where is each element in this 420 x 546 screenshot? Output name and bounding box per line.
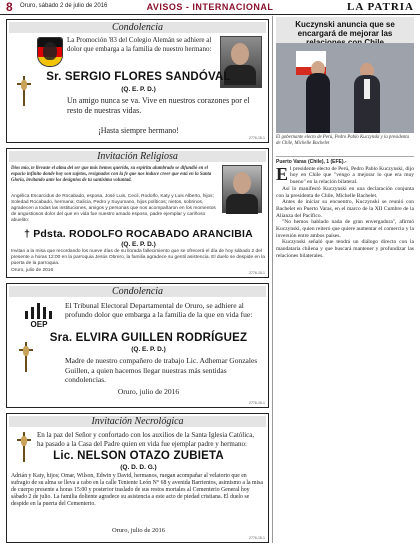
- ad-code: 2776-15-1: [249, 136, 265, 140]
- deceased-name: Lic. NELSON OTAZO ZUBIETA: [53, 450, 224, 462]
- news-paragraph: Así lo manifestó Kuczynski en una declaración conjunta con la presidenta de Chile, Michelle Bachelet.: [276, 185, 414, 199]
- page-header: [0, 0, 420, 15]
- notice-closing: Oruro, julio de 2016: [117, 387, 180, 396]
- photo-caption: El gobernante electo de Perú, Pedro Pablo Kuczynski y la presidenta de Chile, Michelle Bachelet: [276, 135, 409, 146]
- oep-logo-text: OEP: [30, 320, 48, 329]
- notice-heading: Invitación Necrológica: [9, 416, 266, 427]
- ad-code: 2776-15-1: [249, 271, 265, 275]
- news-photo: [276, 43, 414, 133]
- newspaper-brand: LA PATRIA: [347, 1, 414, 13]
- coat-of-arms-icon: [37, 37, 63, 67]
- notice-body: Un amigo nunca se va. Vive en nuestros corazones por el resto de nuestras vidas.: [67, 96, 250, 115]
- religious-quote: Dios mío, te llevaste el alma del ser que más hemos querido, su espíritu alumbrado se difundió en el espacio infinito donde hoy son sujetos, resignados con la fe que nos induce creer que está en la Santa Gloria, invitando ante los designios de tu santísima voluntad.: [11, 166, 212, 183]
- qepd-label: (Q. E. P. D.): [121, 86, 156, 93]
- page-date: Oruro, sábado 2 de julio de 2016: [20, 3, 108, 9]
- qepd-label: (Q. E. P. D.): [131, 346, 166, 353]
- news-paragraph: "No hemos hablado nada de gran envergadura", afirmó Kuczynski, quien reiteró que quiere aumentar el comercio y la inversión entre ambos países.: [276, 219, 414, 239]
- notice-heading: Condolencia: [9, 286, 266, 297]
- qepd-label: (Q. D. D. G.): [120, 464, 157, 471]
- qepd-label: (Q. E. P. D.): [121, 241, 156, 248]
- page-number: 8: [6, 0, 13, 14]
- section-title: AVISOS - INTERNACIONAL: [146, 2, 274, 12]
- news-source: Puerto Varas (Chile), 1 (EFE).-: [276, 159, 347, 165]
- notice-closing: Oruro, julio de 2016: [111, 527, 166, 534]
- notice-condolencia-2: [6, 283, 269, 408]
- deceased-name: † Pdsta. RODOLFO ROCABADO ARANCIBIA: [24, 228, 253, 240]
- notice-body: Madre de nuestro compañero de trabajo Lic. Adhemar Gonzales Guillen, a quien hacemos llegar nuestras más sentidas condolencias.: [65, 356, 258, 384]
- notice-invitacion-religiosa: [6, 148, 269, 278]
- news-paragraph: Kuczynski señaló que tendrá un diálogo directo con la mandataria chilena y que buscará mantener y profundizar las relaciones bilaterales.: [276, 239, 414, 259]
- notice-invitacion-necrologica: [6, 413, 269, 543]
- column-divider: [272, 16, 273, 543]
- news-paragraph: l presidente electo de Perú, Pedro Pablo Kuczynski, dijo hoy en Chile que "vengo a mejorar lo que era muy bueno" en la relación bilateral.: [290, 165, 414, 186]
- ad-code: 2776-15-1: [249, 536, 265, 540]
- family-text: Angélica Escarcidus de Rocabado, esposa, José Luis, Cecil, Rodolfo, Katy y Luis Alberto, hijos; Soledad Rocabado, hermana; Galicia, Pedro y Suyumano, hijos políticos; nietos, sobrinos, agradecen a todas las instituciones, amigos y personas que nos acompañaron en los momentos de angustiosos dolor del que en vida fue nuestro amado esposo, padre ejemplar y cariñoso abuelito:: [11, 194, 216, 223]
- news-headline: Kuczynski anuncia que se encargará de mejorar las: [276, 17, 414, 50]
- notice-intro: El Tribunal Electoral Departamental de Oruro, se adhiere al profundo dolor que embarga a la familia de la que en vida fue:: [65, 301, 253, 319]
- notice-heading: Invitación Religiosa: [9, 151, 266, 162]
- oep-logo: [19, 301, 59, 329]
- deceased-photo: [222, 165, 262, 213]
- news-paragraph: Antes de iniciar su encuentro, Kuczynski se reunió con Bachelet en Puerto Varas, en el marco de la XII Cumbre de la Alianza del Pacífico.: [276, 199, 414, 219]
- ad-code: 2776-15-1: [249, 401, 265, 405]
- mass-invitation: Invitan a la misa que recordando los nueve días de su llorada fallecimiento que se ofrecerá el día de hoy sábado 2 del presente a horas 12:00 en la parroquia Jesús Obrero, la familia agradece su gentil asistencia. El duelo se despide en la puerta de la parroquia.: [11, 249, 265, 266]
- notice-condolencia-1: [6, 19, 269, 143]
- notice-closing: ¡Hasta siempre hermano!: [98, 126, 179, 135]
- deceased-name: Sra. ELVIRA GUILLEN RODRÍGUEZ: [49, 332, 248, 344]
- notice-intro: La Promoción '83 del Colegio Alemán se adhiere al dolor que embarga a la familia de nuestro hermano:: [67, 36, 212, 53]
- notice-heading: Condolencia: [9, 22, 266, 33]
- notice-body: Adrián y Katy, hijos; Omar, Wilson, Edwin y David, hermanos, ruegan acompañar al velatorio que en sufragio de su alma se lleva a cabo en la calle Teniente León N° 68 y avenida Barrientos, asimismo a la misa de cuerpo presente a horas 15:00 y posterior traslado de sus restos mortales al Cementerio General hoy sábado 2 de julio. La familia doliente agradece su asistencia a este acto de piedad cristiana. El duelo se despide en la puerta del Cementerio.: [11, 473, 263, 507]
- notice-place: Oruro, julio de 2016: [11, 268, 54, 273]
- deceased-name: Sr. SERGIO FLORES SANDÓVAL: [46, 71, 231, 83]
- news-article: [276, 159, 414, 260]
- notice-intro: En la paz del Señor y confortado con los auxilios de la Santa Iglesia Católica, ha pasado a la Casa del Padre quien en vida fue ejemplar padre y hermano:: [37, 431, 255, 448]
- caption-rule: [276, 156, 414, 157]
- drop-cap: E: [276, 163, 289, 184]
